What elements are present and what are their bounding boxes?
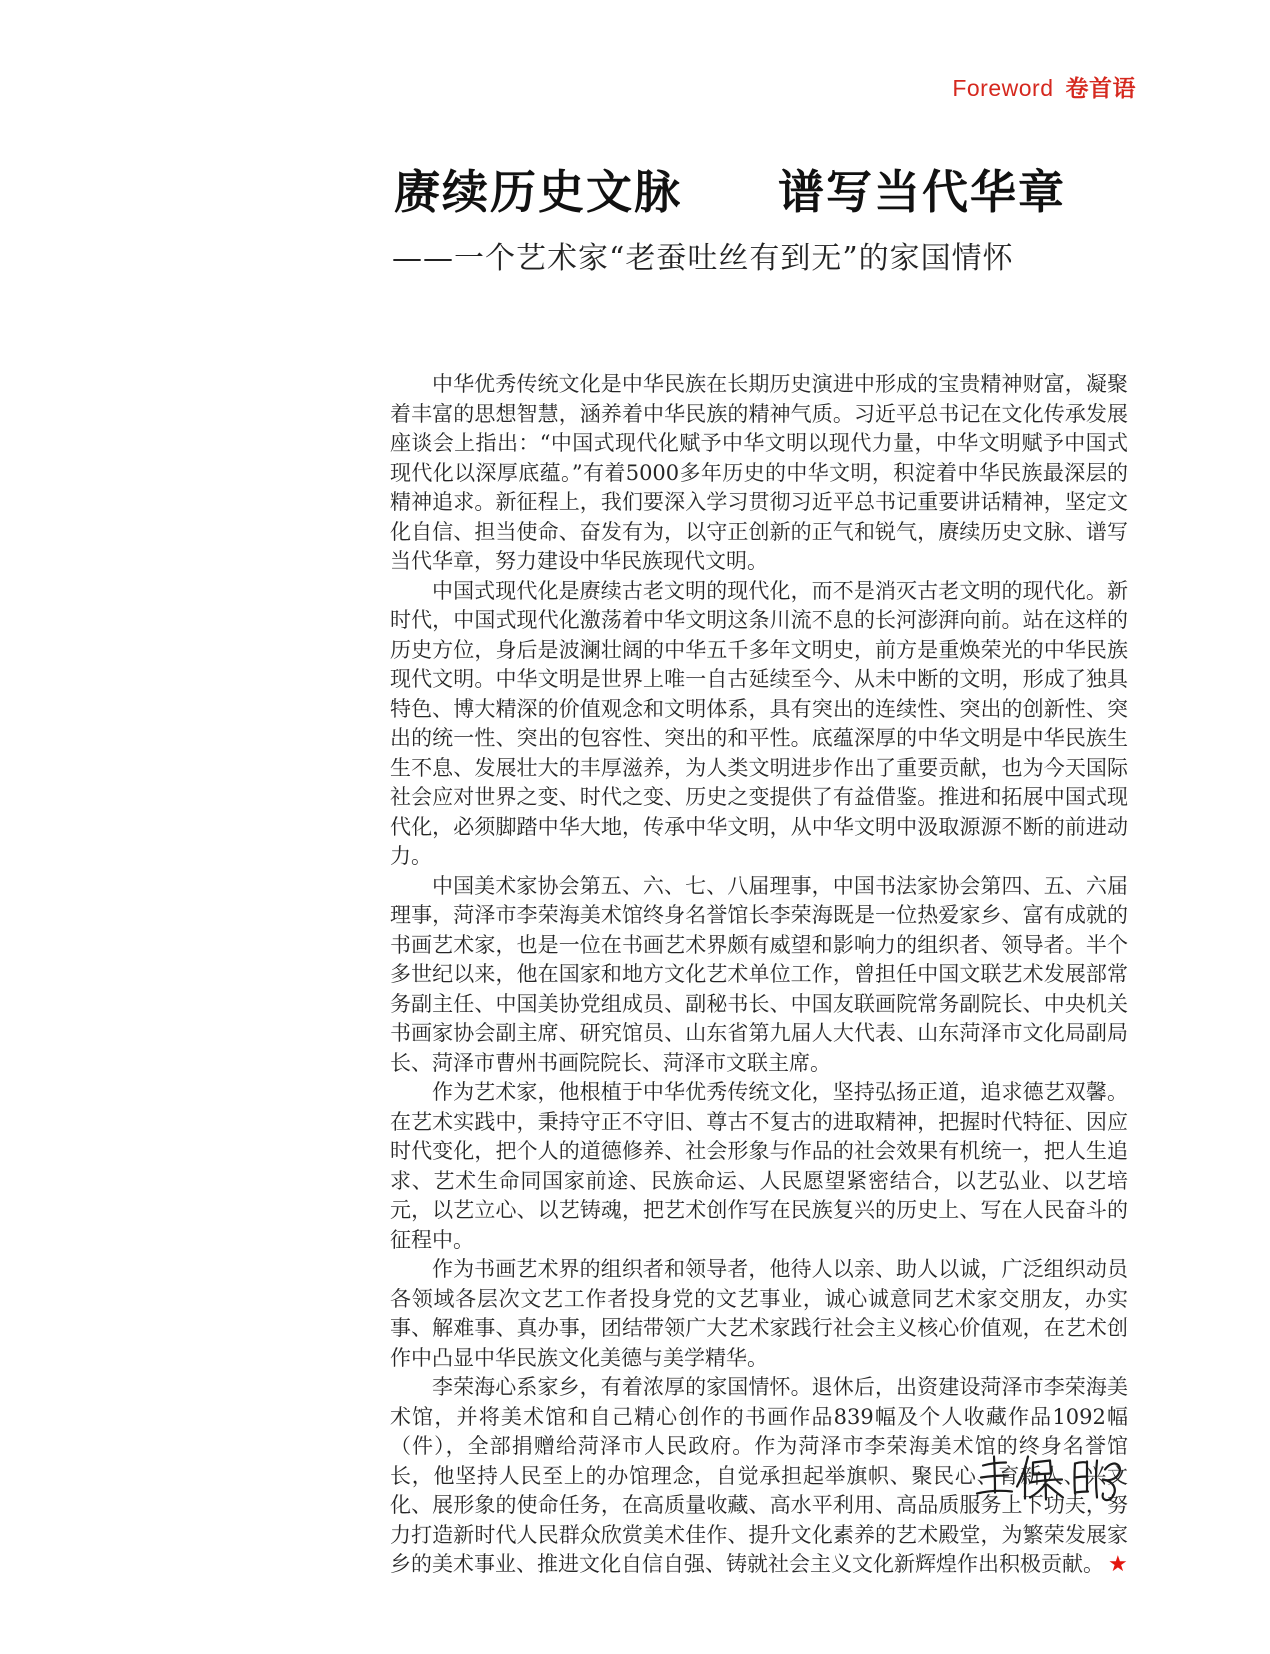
- paragraph: 作为书画艺术界的组织者和领导者，他待人以亲、助人以诚，广泛组织动员各领域各层次文艺工作者投身党的文艺事业，诚心诚意同艺术家交朋友，办实事、解难事、真办事，团结带领广大艺术家践行社会主义核心价值观，在艺术创作中凸显中华民族文化美德与美学精华。: [390, 1257, 1128, 1370]
- foreword-section-label: [952, 70, 1136, 103]
- signature-icon: [975, 1445, 1125, 1510]
- article-body: [390, 370, 1128, 1580]
- article-title: 赓续历史文脉 谱写当代华章: [394, 165, 1066, 219]
- signature-handwriting: [975, 1445, 1125, 1510]
- paragraph: 作为艺术家，他根植于中华优秀传统文化，坚持弘扬正道，追求德艺双馨。在艺术实践中，秉持守正不守旧、尊古不复古的进取精神，把握时代特征、因应时代变化，把个人的道德修养、社会形象与作品的社会效果有机统一，把人生追求、艺术生命同国家前途、民族命运、人民愿望紧密结合，以艺弘业、以艺培元，以艺立心、以艺铸魂，把艺术创作写在民族复兴的历史上、写在人民奋斗的征程中。: [390, 1080, 1128, 1252]
- foreword-label-en: Foreword: [952, 75, 1054, 101]
- article-subtitle: ——一个艺术家“老蚕吐丝有到无”的家国情怀: [392, 241, 1014, 276]
- paragraph: 中国式现代化是赓续古老文明的现代化，而不是消灭古老文明的现代化。新时代，中国式现代化激荡着中华文明这条川流不息的长河澎湃向前。站在这样的历史方位，身后是波澜壮阔的中华五千多年文明史，前方是重焕荣光的中华民族现代文明。中华文明是世界上唯一自古延续至今、从未中断的文明，形成了独具特色、博大精深的价值观念和文明体系，具有突出的连续性、突出的创新性、突出的统一性、突出的包容性、突出的和平性。底蕴深厚的中华文明是中华民族生生不息、发展壮大的丰厚滋养，为人类文明进步作出了重要贡献，也为今天国际社会应对世界之变、时代之变、历史之变提供了有益借鉴。推进和拓展中国式现代化，必须脚踏中华大地，传承中华文明，从中华文明中汲取源源不断的前进动力。: [390, 578, 1128, 868]
- end-star-icon: ★: [1108, 1552, 1128, 1577]
- paragraph: 中华优秀传统文化是中华民族在长期历史演进中形成的宝贵精神财富，凝聚着丰富的思想智慧，涵养着中华民族的精神气质。习近平总书记在文化传承发展座谈会上指出：“中国式现代化赋予中华文明以现代力量，中华文明赋予中国式现代化以深厚底蕴。”有着5000多年历史的中华文明，积淀着中华民族最深层的精神追求。新征程上，我们要深入学习贯彻习近平总书记重要讲话精神，坚定文化自信、担当使命、奋发有为，以守正创新的正气和锐气，赓续历史文脉、谱写当代华章，努力建设中华民族现代文明。: [390, 372, 1128, 573]
- foreword-label-zh: 卷首语: [1065, 75, 1136, 101]
- paragraph: 中国美术家协会第五、六、七、八届理事，中国书法家协会第四、五、六届理事，菏泽市李荣海美术馆终身名誉馆长李荣海既是一位热爱家乡、富有成就的书画艺术家，也是一位在书画艺术界颇有威望和影响力的组织者、领导者。半个多世纪以来，他在国家和地方文化艺术单位工作，曾担任中国文联艺术发展部常务副主任、中国美协党组成员、副秘书长、中国友联画院常务副院长、中央机关书画家协会副主席、研究馆员、山东省第九届人大代表、山东菏泽市文化局副局长、菏泽市曹州书画院院长、菏泽市文联主席。: [390, 873, 1128, 1075]
- paragraph-text: 李荣海心系家乡，有着浓厚的家国情怀。退休后，出资建设菏泽市李荣海美术馆，并将美术馆和自己精心创作的书画作品839幅及个人收藏作品1092幅（件），全部捐赠给菏泽市人民政府。作为菏泽市李荣海美术馆的终身名誉馆长，他坚持人民至上的办馆理念，自觉承担起举旗帜、聚民心、育新人、兴文化、展形象的使命任务，在高质量收藏、高水平利用、高品质服务上下功夫，努力打造新时代人民群众欣赏美术佳作、提升文化素养的艺术殿堂，为繁荣发展家乡的美术事业、推进文化自信自强、铸就社会主义文化新辉煌作出积极贡献。: [390, 1375, 1128, 1576]
